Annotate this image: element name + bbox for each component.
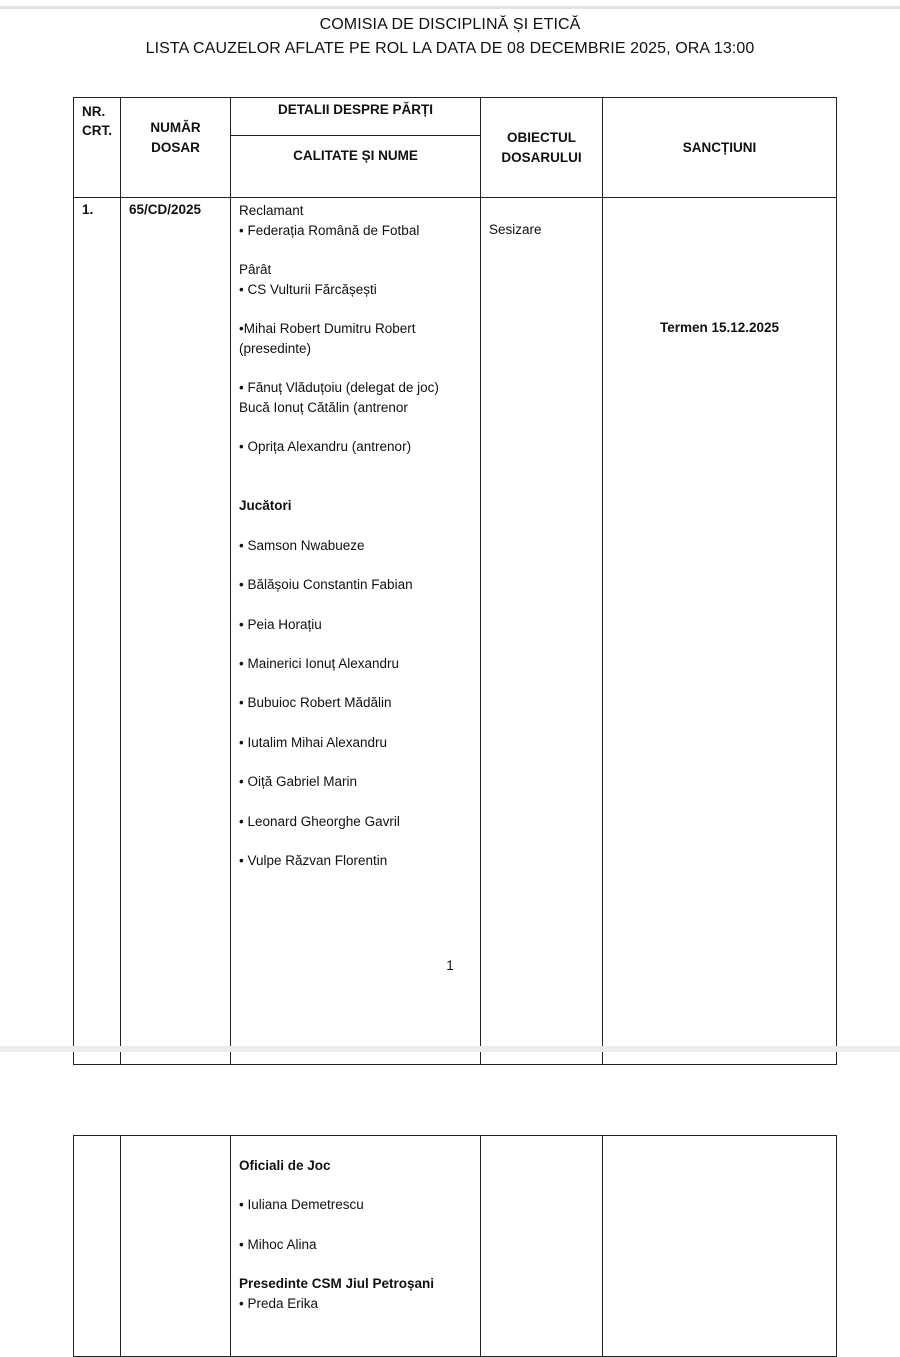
parat-president-line1: •Mihai Robert Dumitru Robert	[239, 321, 416, 337]
header-dosar-text: DOSAR	[151, 140, 200, 155]
header-numar-text: NUMĂR	[150, 120, 201, 135]
officials-label: Oficiali de Joc	[239, 1158, 331, 1173]
player-item: • Peia Horațiu	[239, 616, 322, 632]
cont-party-details	[231, 1136, 481, 1357]
row-nr: 1.	[74, 198, 121, 1065]
header-crt-text: CRT.	[82, 123, 112, 138]
cont-objective-cell	[481, 1136, 603, 1357]
parat-delegate: • Fănuț Vlăduțoiu (delegat de joc)	[239, 380, 439, 396]
page-top-divider	[0, 6, 900, 9]
official-item: • Mihoc Alina	[239, 1236, 317, 1252]
header-obiectul	[481, 98, 603, 198]
parat-label: Pârât	[239, 262, 272, 278]
row-sanction: Termen 15.12.2025	[603, 198, 837, 1065]
header-dosarului-text: DOSARULUI	[501, 149, 582, 165]
parat-coach-1: Bucă Ionuț Cătălin (antrenor	[239, 399, 408, 415]
reclamant-name: • Federația Română de Fotbal	[239, 222, 420, 238]
table-header-row	[74, 98, 837, 198]
row-dosar-number: 65/CD/2025	[121, 198, 231, 1065]
parat-club: • CS Vulturii Fărcășești	[239, 281, 377, 297]
player-item: • Bălășoiu Constantin Fabian	[239, 577, 413, 593]
player-item: • Iutalim Mihai Alexandru	[239, 734, 388, 750]
cases-table	[73, 97, 837, 1065]
cont-sanction-cell	[603, 1136, 837, 1357]
president-label: Presedinte CSM Jiul Petroșani	[239, 1276, 435, 1292]
player-item: • Leonard Gheorghe Gavril	[239, 813, 400, 829]
table-row	[74, 198, 837, 1065]
president-name: • Preda Erika	[239, 1295, 319, 1311]
cont-dosar-cell	[121, 1136, 231, 1357]
parat-president-line2: (presedinte)	[239, 340, 312, 356]
document-subtitle: LISTA CAUZELOR AFLATE PE ROL LA DATA DE 08 DECEMBRIE 2025, ORA 13:00	[145, 40, 755, 57]
header-nr-text: NR.	[82, 104, 106, 119]
player-item: • Samson Nwabueze	[239, 537, 365, 553]
player-item: • Oiță Gabriel Marin	[239, 774, 358, 790]
official-item: • Iuliana Demetrescu	[239, 1197, 364, 1213]
header-obiectul-text: OBIECTUL	[507, 129, 576, 145]
header-numar-dosar	[121, 98, 231, 198]
row-party-details	[231, 198, 481, 1065]
header-details-top: DETALII DESPRE PĂRȚI	[231, 98, 480, 136]
table-row	[74, 1136, 837, 1357]
players-label: Jucători	[239, 498, 292, 514]
player-item: • Mainerici Ionuț Alexandru	[239, 656, 400, 672]
cont-nr-cell	[74, 1136, 121, 1357]
row-objective: Sesizare	[481, 198, 603, 1065]
continuation-table	[73, 1135, 837, 1357]
header-nr-crt	[74, 98, 121, 198]
player-item: • Vulpe Răzvan Florentin	[239, 852, 388, 868]
header-details-bottom: CALITATE ȘI NUME	[293, 148, 418, 163]
reclamant-label: Reclamant	[239, 203, 304, 218]
page-break-divider	[0, 1046, 900, 1052]
parat-coach-2: • Oprița Alexandru (antrenor)	[239, 439, 412, 455]
player-item: • Bubuioc Robert Mădălin	[239, 695, 392, 711]
page-number: 1	[446, 958, 454, 973]
commission-title: COMISIA DE DISCIPLINĂ ȘI ETICĂ	[319, 16, 581, 33]
header-details	[231, 98, 481, 198]
header-sanctiuni: SANCȚIUNI	[603, 98, 837, 198]
